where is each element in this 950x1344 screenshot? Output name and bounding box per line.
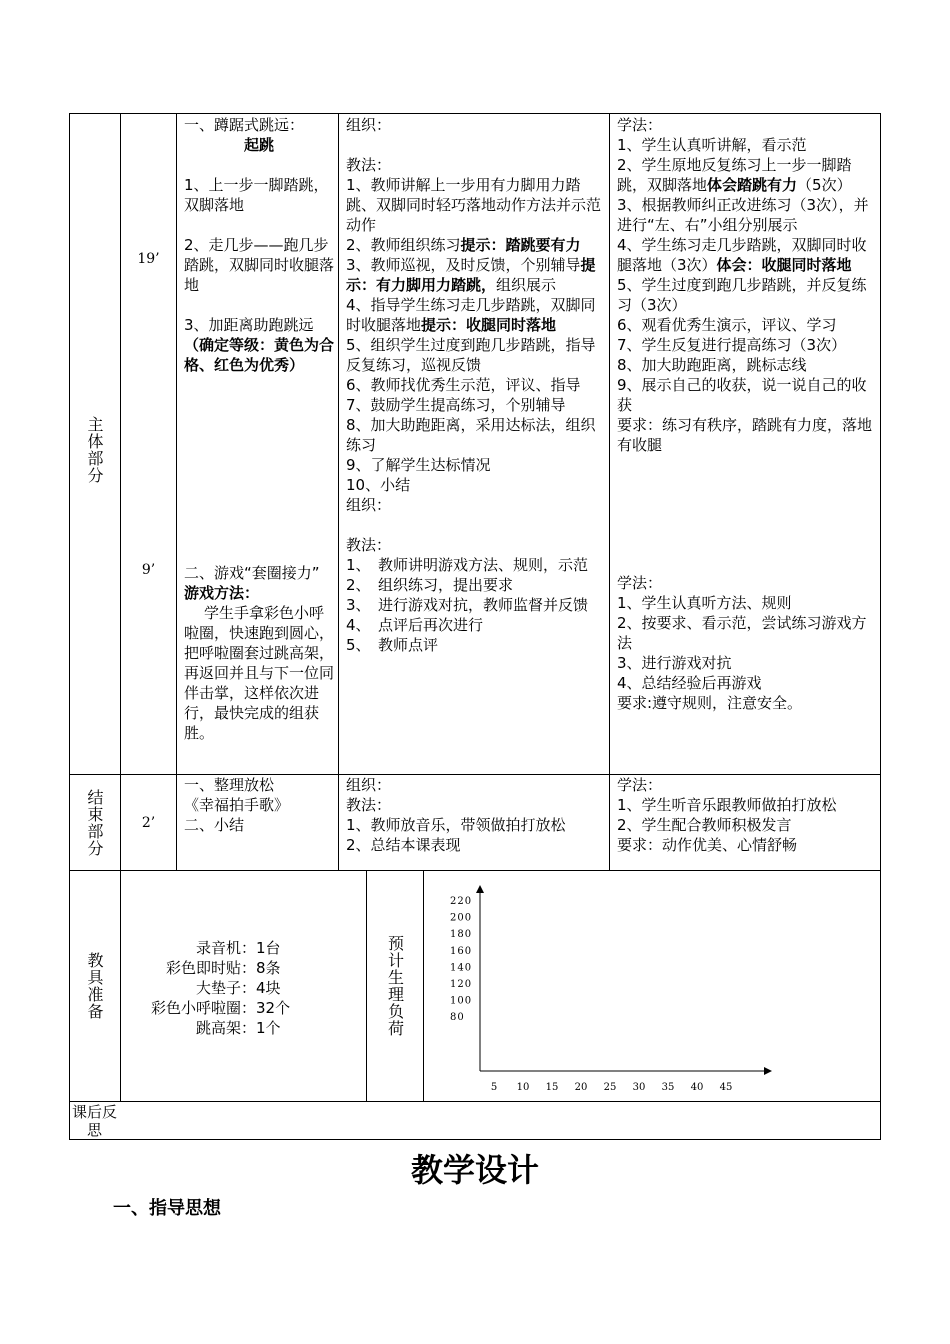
- x-tick-label: 30: [632, 1082, 646, 1093]
- time-end: 2’: [141, 815, 156, 831]
- end-section-label: 结束部分: [85, 788, 104, 857]
- equipment-label: 教具准备: [85, 952, 104, 1020]
- x-tick-label: 40: [690, 1082, 704, 1093]
- load-chart: [424, 871, 880, 1101]
- y-tick-label: 220: [450, 896, 473, 907]
- x-tick-labels: [491, 1082, 733, 1093]
- y-tick-label: 180: [450, 929, 473, 941]
- y-tick-label: 140: [450, 962, 473, 974]
- step-3: 3、加距离助跑跳远: [184, 316, 314, 334]
- item1-sub: 起跳: [243, 136, 274, 154]
- student-game-column: 学法： 1、学生认真听方法、规则 2、按要求、看示范，尝试练习游戏方法 3、进行游戏对抗 4、总结经验后再游戏 要求:遵守规则，注意安全。: [617, 574, 867, 712]
- equipment-item: 大垫子： 4块: [195, 979, 281, 997]
- teacher-column: 组织： 教法： 1、教师讲解上一步用有力脚用力踏跳、双脚同时轻巧落地动作方法并示范动作 2、教师组织练习提示：踏跳要有力 3、教师巡视，及时反馈，个别辅导提示：有力脚用力踏跳，组织展示 4、指导学生练习走几步踏跳，双脚同时收腿落地提示：收腿同时落地 5、组织学生过度到跑几步踏跳，指导反复练习，巡视反馈 6、教师找优秀生示范，评议、指导 7、鼓励学生提高练习，个别辅导 8、加大助跑距离，采用达标法，组织练习 9、了解学生达标情况 10、小结 组织： 教法： 1、 教师讲明游戏方法、规则，示范 2、 组织练习，提出要求 3、 进行游戏对抗，教师监督并反馈 4、 点评后再次进行 5、 教师点评: [346, 116, 602, 654]
- x-tick-label: 25: [603, 1082, 617, 1093]
- item1-title: 一、蹲踞式跳远：: [184, 116, 305, 134]
- page-title: 教学设计: [410, 1151, 539, 1189]
- content-column: [184, 115, 337, 375]
- game-content: [184, 563, 334, 743]
- step-1: 1、上一步一脚踏跳， 双脚落地: [184, 176, 337, 214]
- x-axis-arrow: [764, 1067, 772, 1075]
- section-heading: 一、指导思想: [113, 1198, 221, 1219]
- end-student: 学法： 1、学生听音乐跟教师做拍打放松 2、学生配合教师积极发言 要求：动作优美、心情舒畅: [617, 776, 837, 854]
- equipment-item: 跳高架： 1个: [195, 1019, 281, 1037]
- y-axis-arrow: [476, 885, 484, 893]
- x-tick-label: 15: [545, 1082, 559, 1093]
- reflection-label: 课后反思: [71, 1103, 117, 1139]
- equipment-item: 彩色小呼啦圈： 32个: [150, 999, 291, 1017]
- y-tick-labels: [450, 896, 472, 1023]
- equipment-item: 彩色即时贴： 8条: [165, 959, 281, 977]
- x-tick-label: 35: [661, 1082, 675, 1093]
- x-tick-label: 5: [490, 1082, 498, 1093]
- chart-axes: [476, 885, 772, 1075]
- time-jump: 19’: [137, 251, 160, 267]
- game-method-label: 游戏方法：: [184, 584, 260, 602]
- equipment-item: 录音机： 1台: [195, 939, 281, 957]
- student-column: 学法： 1、学生认真听讲解，看示范 2、学生原地反复练习上一步一脚踏跳，双脚落地体会踏跳有力（5次） 3、根据教师纠正改进练习（3次），并进行“左、右”小组分别展示 4、学生练习走几步踏跳，双脚同时收腿落地（3次）体会：收腿同时落地 5、学生过度到跑几步踏跳，并反复练习（3次） 6、观看优秀生演示，评议、学习 7、学生反复进行提高练习（3次） 8、加大助跑距离，跳标志线 9、展示自己的收获，说一说自己的收获 要求：练习有秩序，踏跳有力度，落地有收腿: [617, 116, 873, 454]
- step-3-note: （确定等级：黄色为合格、红色为优秀）: [184, 336, 335, 374]
- y-tick-label: 200: [450, 912, 473, 924]
- equipment-list: [121, 938, 366, 1038]
- end-content: 一、整理放松 《幸福拍手歌》 二、小结: [184, 776, 290, 834]
- y-tick-label: 80: [450, 1012, 465, 1024]
- x-tick-label: 20: [574, 1082, 588, 1093]
- main-section-label: 主体部分: [85, 416, 104, 484]
- y-tick-label: 160: [450, 945, 473, 957]
- time-game: 9’: [141, 562, 156, 578]
- end-teacher: 组织： 教法： 1、教师放音乐，带领做拍打放松 2、总结本课表现: [346, 776, 566, 854]
- y-tick-label: 120: [450, 979, 473, 990]
- load-label: 预计生理负荷: [385, 935, 405, 1037]
- game-method: 学生手拿彩色小呼啦圈，快速跑到圆心，把呼啦圈套过跳高架，再返回并且与下一位同伴击掌，这样依次进行，最快完成的组获胜。: [184, 604, 335, 742]
- item2-title: 二、游戏“套圈接力”: [184, 564, 320, 582]
- x-tick-label: 10: [516, 1082, 530, 1093]
- x-tick-label: 45: [719, 1082, 733, 1093]
- step-2: 2、走几步——跑几步踏跳，双脚同时收腿落地: [184, 236, 335, 294]
- y-tick-label: 100: [450, 995, 473, 1007]
